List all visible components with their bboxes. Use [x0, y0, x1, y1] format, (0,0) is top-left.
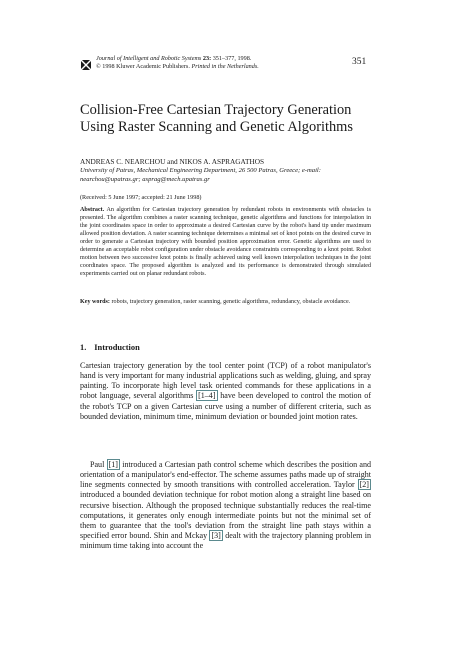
title-line-1: Collision-Free Cartesian Trajectory Generation [80, 102, 352, 118]
received-dates: (Received: 5 June 1997; accepted: 21 June 1998) [80, 194, 202, 201]
journal-volume: 23: [202, 55, 212, 62]
kluwer-logo-icon [80, 59, 92, 71]
abstract [80, 207, 371, 279]
title-line-2: Using Raster Scanning and Genetic Algorithms [80, 119, 353, 135]
page-number: 351 [352, 57, 367, 67]
journal-info [96, 55, 356, 72]
citation-link[interactable]: [1] [108, 460, 118, 469]
paragraph-2-part-3: introduced a bounded deviation technique for robot motion along a straight line based on recursive bisection. Although the proposed technique substantially reduces the real-time computations, it generates only enough intermediate points but not the minimal set of them to guarantee that the tool's deviation from the straight line path stays within a specified error bound. Shin and Mckay [80, 490, 371, 541]
abstract-text: An algorithm for Cartesian trajectory generation by redundant robots in environments with obstacles is presented. The algorithm combines a raster scanning technique, genetic algorithms and functions for interpolation in the joint coordinates space in order to approximate a desired Cartesian curve by the robot's hand tip under maximum allowed position deviation. A raster scanning technique determines a minimal set of knot points on the desired curve in order to generate a Cartesian trajectory with bounded position approximation error. Genetic algorithms are used to determine an acceptable robot configuration under obstacle avoidance constraints corresponding to a knot point. Robot motion between two successive knot points is finally achieved using well known interpolation techniques in the joint coordinates space. The proposed algorithm is analyzed and its performance is demonstrated through simulated experiments carried out on planar redundant robots. [80, 207, 371, 277]
journal-citation-line [96, 55, 356, 63]
paragraph-1-part-1: Cartesian trajectory generation by the tool center point (TCP) of a robot manipulator's hand is very important for many industrial applications such as welding, gluing, and spray painting. To incorporate high level task oriented commands for these applications in a robot language, several algorithms [80, 361, 371, 401]
paragraph-2-part-1: Paul [90, 460, 107, 469]
paragraph-2-part-4: dealt with the trajectory planning problem in minimum time taking into account the [80, 531, 371, 551]
paragraph-2 [80, 460, 371, 551]
citation-link[interactable]: [2] [359, 480, 369, 490]
affiliation-line-2: nearchou@upatras.gr; asprag@mech.upatras.gr [80, 175, 210, 183]
printed-location: Printed in the Netherlands. [191, 63, 259, 71]
copyright: © 1998 Kluwer Academic Publishers. [96, 63, 190, 71]
keywords-label: Key words: [80, 299, 110, 305]
authors: ANDREAS C. NEARCHOU and NIKOS A. ASPRAGATHOS [80, 157, 265, 166]
paragraph-1-part-2: have been developed to control the motion of the robot's TCP on a given Cartesian curve using a number of different criteria, such as bounded deviation, minimum time, minimum deviation or bounded joint motion rates. [80, 391, 371, 421]
citation-link[interactable]: [3] [211, 531, 221, 541]
journal-name: Journal of Intelligent and Robotic Systems [96, 55, 202, 62]
keywords [80, 299, 371, 307]
citation-link[interactable]: [1–4] [198, 391, 216, 401]
abstract-label: Abstract. [80, 207, 105, 213]
section-heading [80, 343, 148, 352]
copyright-line [96, 63, 356, 71]
section-number: 1. [80, 343, 87, 352]
affiliation-line-1: University of Patras, Mechanical Engineering Department, 26 500 Patras, Greece; e-mail: [80, 167, 321, 174]
paragraph-1 [80, 361, 371, 422]
affiliation [80, 167, 390, 184]
paper-title [80, 102, 390, 136]
section-title: Introduction [94, 343, 140, 352]
paragraph-2-part-2: introduced a Cartesian path control scheme which describes the position and orientation of a manipulator's end-effector. The scheme assumes paths made up of straight line segments connected by smooth transitions with controlled acceleration. Taylor [80, 460, 371, 490]
journal-pages: 351–377, 1998. [212, 55, 252, 62]
keywords-text: robots, trajectory generation, raster scanning, genetic algorithms, redundancy, obstacle avoidance. [111, 299, 351, 305]
